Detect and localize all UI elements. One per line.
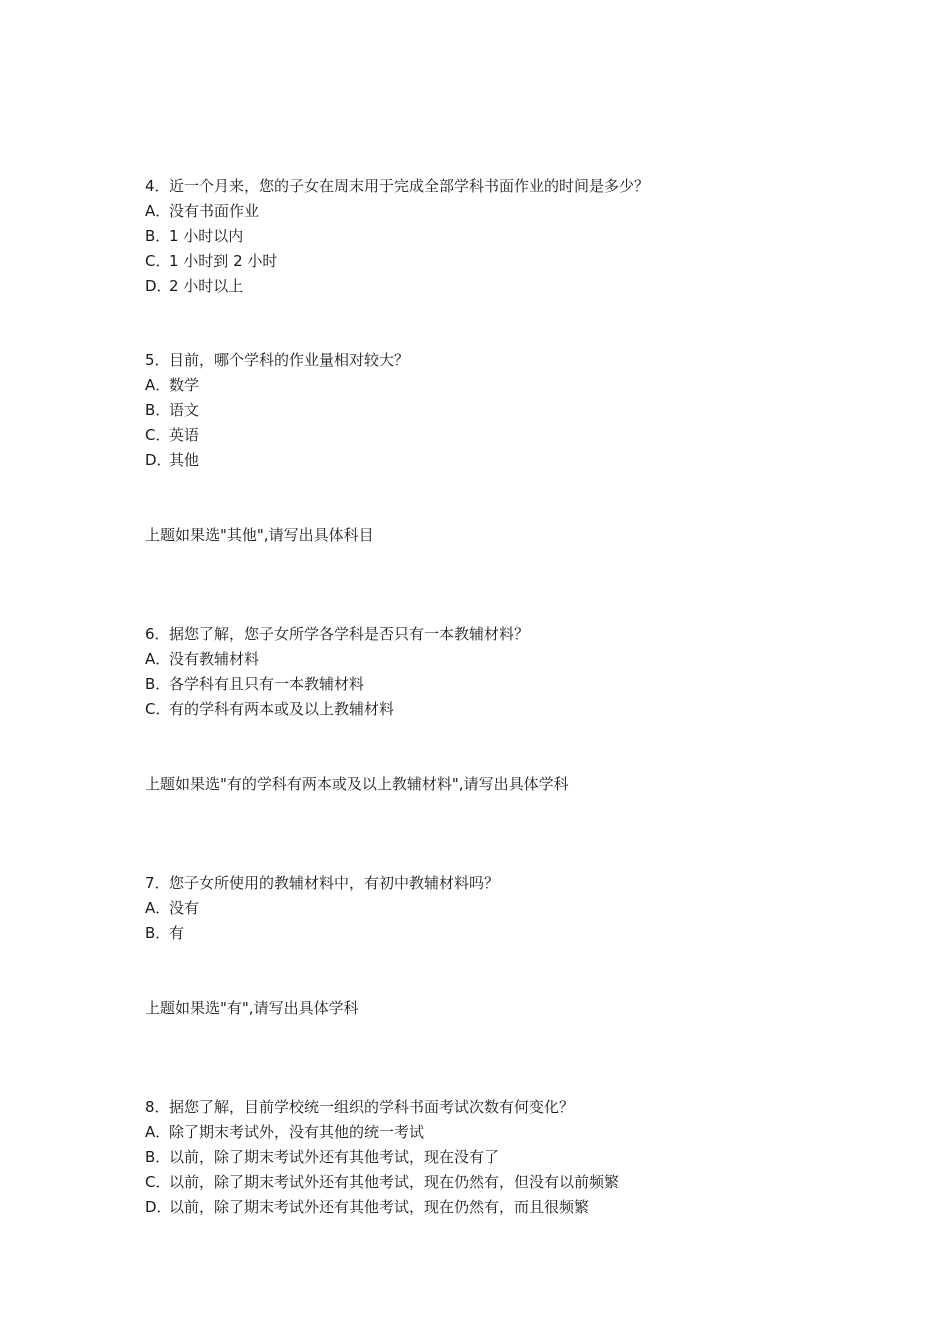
followup-6: 上题如果选"有的学科有两本或及以上教辅材料",请写出具体学科 — [145, 775, 569, 793]
option-5b[interactable] — [145, 400, 199, 420]
option-letter: A． — [145, 899, 171, 917]
option-text: 各学科有且只有一本教辅材料 — [169, 675, 365, 693]
option-text: 1 小时到 2 小时 — [169, 252, 278, 270]
option-text: 有 — [169, 924, 185, 942]
option-letter: C． — [145, 426, 171, 444]
option-7a[interactable] — [145, 898, 199, 918]
followup-5: 上题如果选"其他",请写出具体科目 — [145, 526, 374, 544]
option-text: 2 小时以上 — [169, 277, 244, 295]
question-number: 4． — [145, 177, 170, 195]
option-text: 没有教辅材料 — [169, 650, 260, 668]
option-letter: C． — [145, 700, 171, 718]
option-letter: A． — [145, 202, 171, 220]
option-4c[interactable] — [145, 251, 277, 271]
option-5d[interactable] — [145, 450, 199, 470]
option-8a[interactable] — [145, 1122, 424, 1142]
option-letter: B． — [145, 1148, 171, 1166]
question-6 — [145, 624, 529, 644]
option-text: 没有 — [169, 899, 200, 917]
option-8b[interactable] — [145, 1147, 499, 1167]
option-text: 有的学科有两本或及以上教辅材料 — [169, 700, 395, 718]
option-text: 数学 — [169, 376, 200, 394]
option-text: 以前，除了期末考试外还有其他考试，现在没有了 — [169, 1148, 500, 1166]
followup-7: 上题如果选"有",请写出具体学科 — [145, 999, 359, 1017]
option-letter: B． — [145, 401, 171, 419]
option-letter: D． — [145, 1198, 172, 1216]
option-letter: A． — [145, 650, 171, 668]
option-8c[interactable] — [145, 1172, 619, 1192]
option-text: 没有书面作业 — [169, 202, 260, 220]
option-text: 1 小时以内 — [169, 227, 244, 245]
option-text: 除了期末考试外，没有其他的统一考试 — [169, 1123, 425, 1141]
option-4a[interactable] — [145, 201, 259, 221]
question-text: 目前，哪个学科的作业量相对较大？ — [169, 351, 410, 369]
question-text: 据您了解，您子女所学各学科是否只有一本教辅材料？ — [169, 625, 530, 643]
question-number: 8． — [145, 1098, 170, 1116]
question-7 — [145, 873, 499, 893]
option-7b[interactable] — [145, 923, 184, 943]
option-letter: B． — [145, 924, 171, 942]
question-8 — [145, 1097, 574, 1117]
option-letter: B． — [145, 675, 171, 693]
option-letter: D． — [145, 451, 172, 469]
option-5a[interactable] — [145, 375, 199, 395]
option-6c[interactable] — [145, 699, 394, 719]
option-6a[interactable] — [145, 649, 259, 669]
option-letter: D． — [145, 277, 172, 295]
option-text: 以前，除了期末考试外还有其他考试，现在仍然有，而且很频繁 — [169, 1198, 590, 1216]
question-4 — [145, 176, 649, 196]
option-text: 语文 — [169, 401, 200, 419]
question-number: 6． — [145, 625, 170, 643]
option-letter: C． — [145, 252, 171, 270]
option-text: 以前，除了期末考试外还有其他考试，现在仍然有，但没有以前频繁 — [169, 1173, 620, 1191]
option-4b[interactable] — [145, 226, 243, 246]
question-5 — [145, 350, 409, 370]
question-number: 7． — [145, 874, 170, 892]
option-letter: A． — [145, 1123, 171, 1141]
question-text: 您子女所使用的教辅材料中，有初中教辅材料吗？ — [169, 874, 500, 892]
option-letter: C． — [145, 1173, 171, 1191]
option-6b[interactable] — [145, 674, 364, 694]
question-text: 据您了解，目前学校统一组织的学科书面考试次数有何变化？ — [169, 1098, 575, 1116]
option-8d[interactable] — [145, 1197, 589, 1217]
option-letter: A． — [145, 376, 171, 394]
option-letter: B． — [145, 227, 171, 245]
option-text: 其他 — [169, 451, 200, 469]
question-number: 5． — [145, 351, 170, 369]
question-text: 近一个月来，您的子女在周末用于完成全部学科书面作业的时间是多少？ — [169, 177, 650, 195]
option-text: 英语 — [169, 426, 200, 444]
option-4d[interactable] — [145, 276, 243, 296]
option-5c[interactable] — [145, 425, 199, 445]
